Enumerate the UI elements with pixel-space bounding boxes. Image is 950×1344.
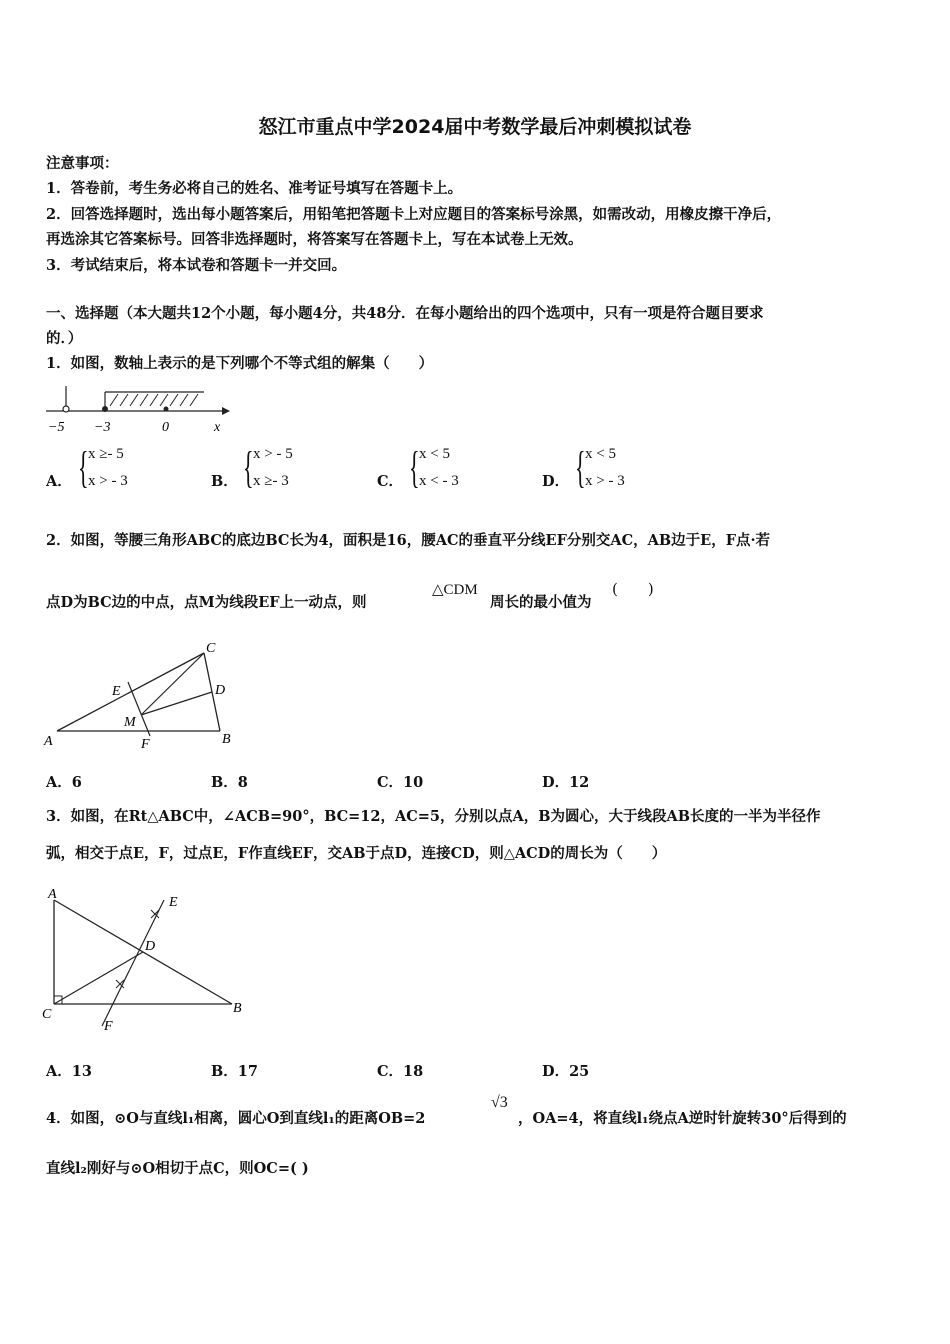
page-title: 怒江市重点中学2024届中考数学最后冲刺模拟试卷: [258, 116, 692, 138]
axis-label-neg5: −5: [48, 420, 65, 435]
q2-label-f: F: [141, 737, 150, 752]
q3-stem-line2: 弧，相交于点E，F，过点E，F作直线EF，交AB于点D，连接CD，则△ACD的周长为（ ）: [46, 845, 667, 862]
q1-d-line1: x < 5: [585, 446, 616, 462]
q1-option-b-label[interactable]: B．: [211, 473, 238, 490]
q2-label-c: C: [206, 641, 216, 656]
section-header-cont: 的．）: [46, 330, 83, 347]
q3-figure: [38, 884, 258, 1036]
q1-option-a-system: [78, 443, 158, 496]
q2-option-a[interactable]: A．6: [46, 774, 82, 791]
q3-option-d[interactable]: D．25: [542, 1063, 590, 1080]
notice-heading: 注意事项：: [46, 155, 119, 172]
q1-a-line1: x ≥- 5: [88, 446, 124, 462]
notice-item-2-cont: 再选涂其它答案标号。回答非选择题时，将答案写在答题卡上，写在本试卷上无效。: [46, 231, 583, 248]
notice-item-1: 1．答卷前，考生务必将自己的姓名、准考证号填写在答题卡上。: [46, 180, 463, 197]
q3-stem-line1: 3．如图，在Rt△ABC中，∠ACB=90°，BC=12，AC=5，分别以点A，B为圆心，大于线段AB长度的一半为半径作: [46, 808, 821, 825]
q1-stem: 1．如图，数轴上表示的是下列哪个不等式组的解集（ ）: [46, 355, 434, 372]
axis-label-0: 0: [162, 420, 169, 435]
q2-stem-line2b: 周长的最小值为: [490, 594, 592, 611]
q3-option-a[interactable]: A．13: [46, 1063, 92, 1080]
q1-b-line2: x ≥- 3: [253, 473, 289, 489]
q1-option-c-system: [409, 443, 489, 496]
q3-label-c: C: [42, 1007, 52, 1022]
q2-figure: [40, 636, 250, 754]
brace-icon: {: [575, 443, 586, 492]
q1-c-line2: x < - 3: [419, 473, 459, 489]
notice-item-2: 2．回答选择题时，选出每小题答案后，用铅笔把答题卡上对应题目的答案标号涂黑，如需改动，用橡皮擦干净后，: [46, 206, 782, 223]
q3-label-b: B: [233, 1001, 242, 1016]
q1-option-a-label[interactable]: A．: [46, 473, 72, 490]
brace-icon: {: [409, 443, 420, 492]
q2-paren: ( ): [612, 580, 654, 598]
q1-option-d-system: [575, 443, 655, 496]
axis-label-neg3: −3: [94, 420, 111, 435]
q1-b-line1: x > - 5: [253, 446, 293, 462]
q2-label-m: M: [124, 715, 136, 730]
q3-option-c[interactable]: C．18: [377, 1063, 424, 1080]
q1-option-d-label[interactable]: D．: [542, 473, 570, 490]
q4-stem-line1a: 4．如图，⊙O与直线l₁相离，圆心O到直线l₁的距离OB=2: [46, 1110, 426, 1127]
q2-label-d: D: [215, 683, 226, 698]
axis-label-x: x: [214, 420, 221, 435]
q1-option-b-system: [243, 443, 323, 496]
brace-icon: {: [243, 443, 254, 492]
notice-item-3: 3．考试结束后，将本试卷和答题卡一并交回。: [46, 257, 347, 274]
section-header: 一、选择题（本大题共12个小题，每小题4分，共48分．在每小题给出的四个选项中，只有一项是符合题目要求: [46, 305, 764, 322]
q2-label-b: B: [222, 732, 231, 747]
q1-c-line1: x < 5: [419, 446, 450, 462]
q3-label-a: A: [48, 887, 57, 902]
q2-option-d[interactable]: D．12: [542, 774, 590, 791]
q1-a-line2: x > - 3: [88, 473, 128, 489]
q1-option-c-label[interactable]: C．: [377, 473, 404, 490]
brace-icon: {: [78, 443, 89, 492]
q3-label-d: D: [145, 939, 156, 954]
q2-label-a: A: [44, 734, 53, 749]
q3-option-b[interactable]: B．17: [211, 1063, 258, 1080]
q2-cdm: △CDM: [432, 582, 478, 598]
q1-number-line: [44, 378, 234, 438]
q2-option-c[interactable]: C．10: [377, 774, 424, 791]
q2-stem-line2a: 点D为BC边的中点，点M为线段EF上一动点，则: [46, 594, 367, 611]
q4-stem-line2: 直线l₂刚好与⊙O相切于点C，则OC=( ): [46, 1160, 309, 1177]
q1-d-line2: x > - 3: [585, 473, 625, 489]
q4-stem-line1b: ，OA=4，将直线l₁绕点A逆时针旋转30°后得到的: [518, 1110, 847, 1127]
q4-sqrt: √3: [491, 1094, 508, 1111]
q2-option-b[interactable]: B．8: [211, 774, 248, 791]
q3-label-e: E: [169, 895, 178, 910]
q2-label-e: E: [112, 684, 121, 699]
q2-stem-line1: 2．如图，等腰三角形ABC的底边BC长为4，面积是16，腰AC的垂直平分线EF分别交AC，AB边于E，F点·若: [46, 532, 771, 549]
q3-label-f: F: [104, 1019, 113, 1034]
